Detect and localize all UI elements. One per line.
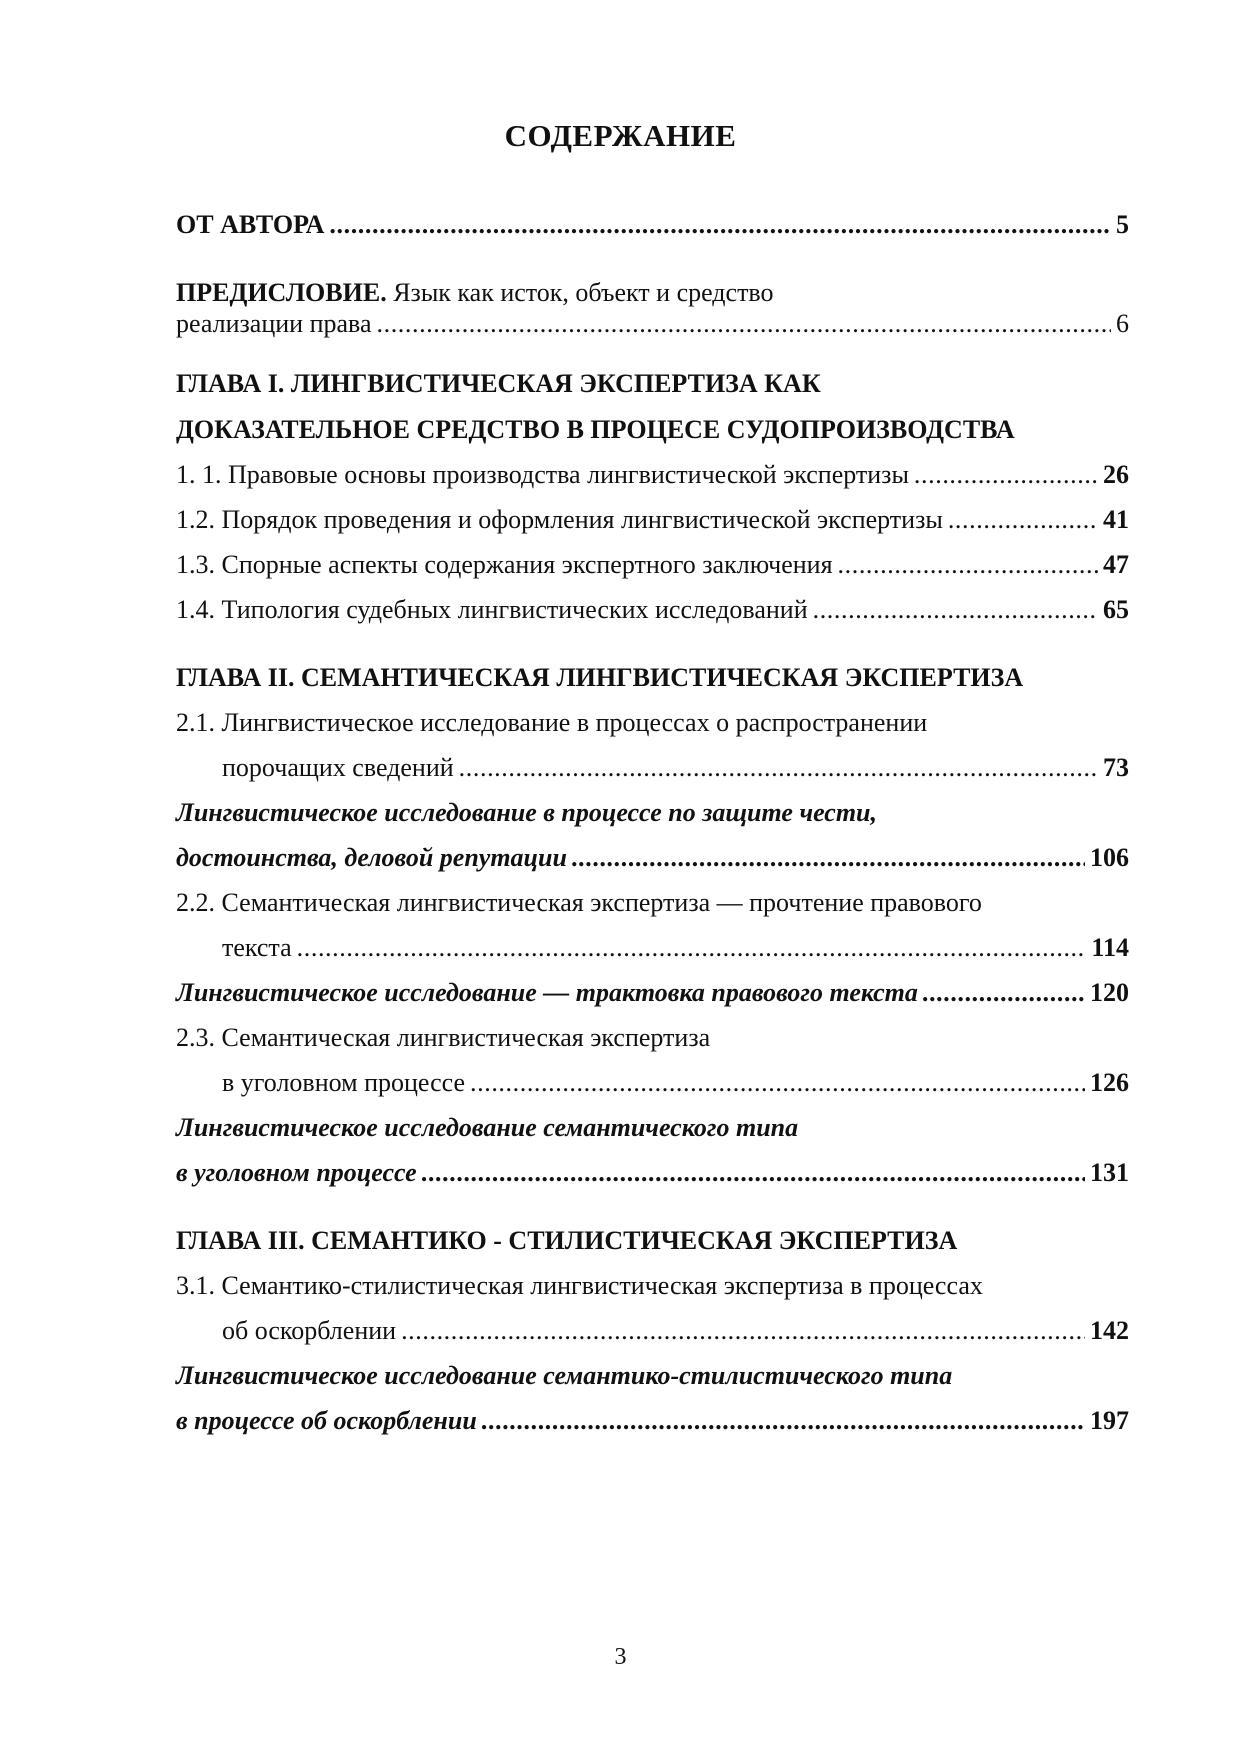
toc-entry-2-1-line2[interactable] xyxy=(222,752,1129,784)
toc-entry-2-3-line1[interactable]: 2.3. Семантическая лингвистическая экспертиза xyxy=(176,1023,711,1052)
toc-entry-2-3a-line1[interactable]: Лингвистическое исследование семантического типа xyxy=(176,1113,799,1142)
toc-page-number: 106 xyxy=(1090,843,1129,872)
toc-entry-label-bold: ПРЕДИСЛОВИЕ. xyxy=(176,278,387,307)
chapter-2-heading[interactable]: ГЛАВА II. СЕМАНТИЧЕСКАЯ ЛИНГВИСТИЧЕСКАЯ ЭКСПЕРТИЗА xyxy=(176,663,1024,692)
dot-leader xyxy=(914,459,1098,491)
toc-page-number: 114 xyxy=(1091,933,1129,962)
toc-entry-label: в уголовном процессе xyxy=(222,1068,466,1097)
dot-leader xyxy=(482,1405,1085,1437)
toc-entry-1-1[interactable] xyxy=(176,459,1129,491)
page-title: СОДЕРЖАНИЕ xyxy=(504,118,737,153)
toc-entry-label: Лингвистическое исследование — трактовка правового текста xyxy=(176,978,918,1007)
toc-entry-3-1-line1[interactable]: 3.1. Семантико-стилистическая лингвистическая экспертиза в процессах xyxy=(176,1271,983,1300)
toc-entry-label: об оскорблении xyxy=(222,1316,397,1345)
toc-entry-2-1a-line2[interactable] xyxy=(176,842,1129,874)
toc-entry-label: 1.3. Спорные аспекты содержания экспертного заключения xyxy=(176,550,833,579)
page-number: 3 xyxy=(614,1644,627,1670)
toc-entry-label: Язык как исток, объект и средство xyxy=(386,278,774,307)
dot-leader xyxy=(377,308,1112,340)
toc-entry-label: в уголовном процессе xyxy=(176,1158,417,1187)
toc-entry-label: 1.4. Типология судебных лингвистических исследований xyxy=(176,595,808,624)
dot-leader xyxy=(329,209,1111,241)
toc-entry-3-1a-line1[interactable]: Лингвистическое исследование семантико-стилистического типа xyxy=(176,1361,953,1390)
dot-leader xyxy=(813,594,1098,626)
dot-leader xyxy=(459,752,1098,784)
toc-entry-3-1a-line2[interactable] xyxy=(176,1405,1129,1437)
dot-leader xyxy=(297,932,1087,964)
toc-entry-label: 1. 1. Правовые основы производства лингвистической экспертизы xyxy=(176,460,909,489)
toc-entry-1-4[interactable] xyxy=(176,594,1129,626)
toc-page-number: 26 xyxy=(1103,460,1129,489)
chapter-1-heading-line2[interactable]: ДОКАЗАТЕЛЬНОЕ СРЕДСТВО В ПРОЦЕСЕ СУДОПРОИЗВОДСТВА xyxy=(176,415,1015,444)
toc-page-number: 73 xyxy=(1103,753,1129,782)
toc-page-number: 47 xyxy=(1103,550,1129,579)
toc-entry-label: текста xyxy=(222,933,292,962)
toc-entry-predislovie-line1[interactable] xyxy=(176,277,1129,309)
toc-entry-label: 1.2. Порядок проведения и оформления лингвистической экспертизы xyxy=(176,505,943,534)
toc-entry-label: в процессе об оскорблении xyxy=(176,1406,477,1435)
toc-entry-2-3a-line2[interactable] xyxy=(176,1157,1129,1189)
chapter-1-heading-line1[interactable]: ГЛАВА I. ЛИНГВИСТИЧЕСКАЯ ЭКСПЕРТИЗА КАК xyxy=(176,369,821,398)
dot-leader xyxy=(572,842,1085,874)
toc-page-number: 65 xyxy=(1103,595,1129,624)
toc-entry-1-3[interactable] xyxy=(176,549,1129,581)
toc-entry-2-1-line1[interactable]: 2.1. Лингвистическое исследование в процессах о распространении xyxy=(176,708,928,737)
toc-entry-ot-avtora[interactable] xyxy=(176,209,1129,241)
toc-page-number: 5 xyxy=(1116,210,1129,239)
toc-entry-label: достоинства, деловой репутации xyxy=(176,843,567,872)
toc-entry-label: ОТ АВТОРА xyxy=(176,210,325,239)
toc-page-number: 126 xyxy=(1090,1068,1129,1097)
dot-leader xyxy=(422,1157,1085,1189)
toc-entry-2-1a-line1[interactable]: Лингвистическое исследование в процессе по защите чести, xyxy=(176,798,878,827)
toc-entry-2-2-line1[interactable]: 2.2. Семантическая лингвистическая экспертиза — прочтение правового xyxy=(176,888,982,917)
toc-page-number: 120 xyxy=(1090,978,1129,1007)
toc-entry-1-2[interactable] xyxy=(176,504,1129,536)
toc-entry-3-1-line2[interactable] xyxy=(222,1315,1129,1347)
toc-page-number: 6 xyxy=(1116,309,1129,338)
toc-page-number: 142 xyxy=(1090,1316,1129,1345)
toc-entry-predislovie-line2[interactable] xyxy=(176,308,1129,340)
toc-entry-2-2-line2[interactable] xyxy=(222,932,1129,964)
toc-page-number: 131 xyxy=(1090,1158,1129,1187)
toc-page-number: 41 xyxy=(1103,505,1129,534)
dot-leader xyxy=(401,1315,1085,1347)
chapter-3-heading[interactable]: ГЛАВА III. СЕМАНТИКО - СТИЛИСТИЧЕСКАЯ ЭКСПЕРТИЗА xyxy=(176,1226,958,1255)
dot-leader xyxy=(948,504,1098,536)
toc-entry-label: порочащих сведений xyxy=(222,753,454,782)
toc-entry-label: реализации права xyxy=(176,309,372,338)
toc-page-number: 197 xyxy=(1090,1406,1129,1435)
toc-entry-2-2a[interactable] xyxy=(176,977,1129,1009)
toc-entry-2-3-line2[interactable] xyxy=(222,1067,1129,1099)
dot-leader xyxy=(838,549,1098,581)
dot-leader xyxy=(923,977,1085,1009)
dot-leader xyxy=(470,1067,1085,1099)
